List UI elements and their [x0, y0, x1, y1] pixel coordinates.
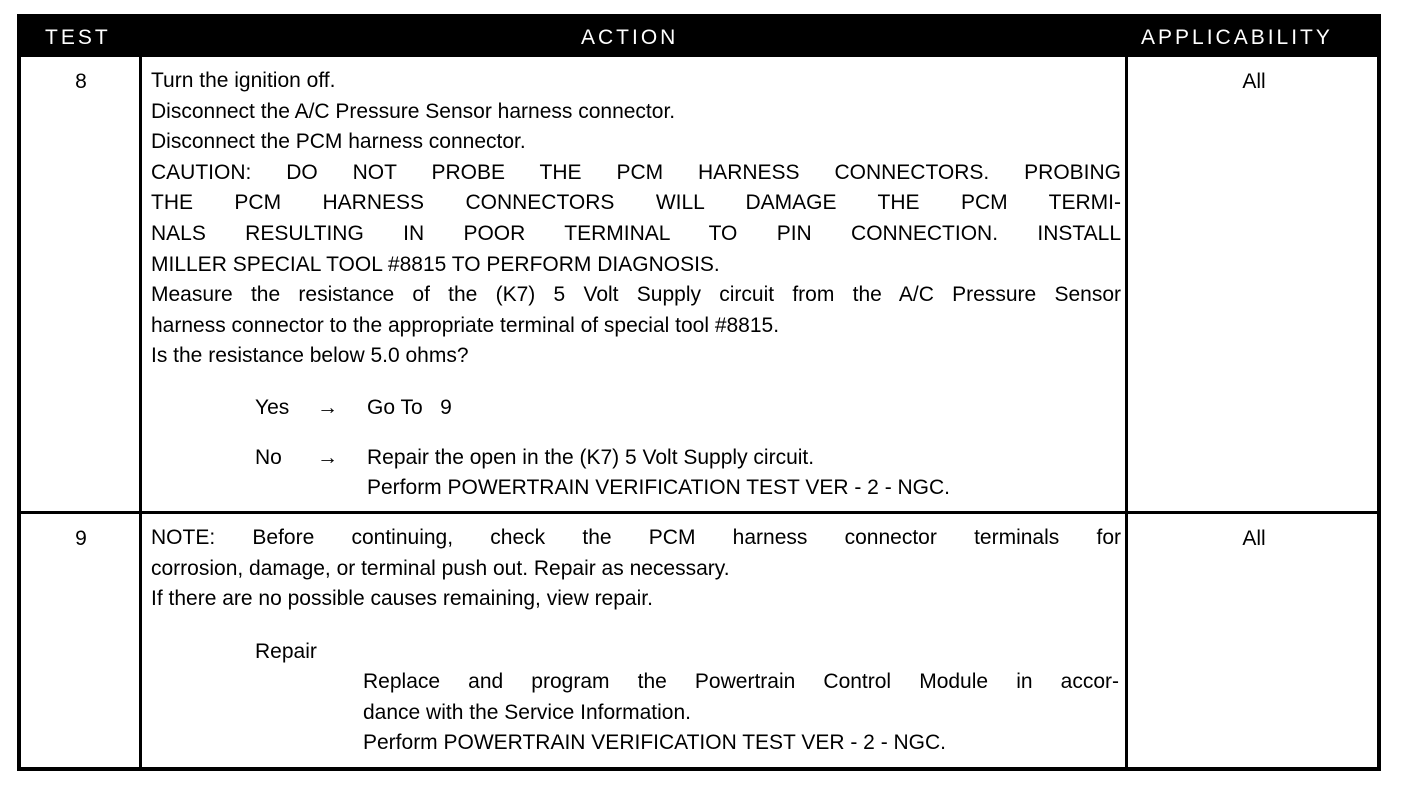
row-9-action-text: [151, 523, 1121, 615]
yes-action: Go To 9: [367, 396, 452, 419]
action-line: Disconnect the PCM harness connector.: [151, 130, 526, 154]
caution-line: CAUTION: DO NOT PROBE THE PCM HARNESS CONNECTORS. PROBING: [151, 160, 1121, 184]
no-action: Repair the open in the (K7) 5 Volt Supply circuit.: [367, 446, 815, 469]
row-divider: [21, 511, 1377, 514]
repair-instructions: [363, 667, 1119, 759]
arrow-icon: →: [317, 446, 338, 469]
header-action: ACTION: [581, 26, 679, 49]
repair-line: dance with the Service Information.: [363, 700, 692, 724]
row-9-test-number: 9: [75, 527, 87, 550]
question-line: Is the resistance below 5.0 ohms?: [151, 344, 469, 368]
row-9-applicability: All: [1242, 527, 1266, 550]
row-8-applicability: All: [1242, 70, 1266, 93]
row-8-test-number: 8: [75, 70, 87, 93]
column-divider-test: [139, 57, 142, 767]
row-8-action-text: [151, 66, 1121, 372]
action-line: If there are no possible causes remaining, view repair.: [151, 587, 653, 611]
repair-label: Repair: [255, 640, 317, 663]
header-test: TEST: [45, 26, 111, 49]
header-applicability: APPLICABILITY: [1141, 26, 1333, 49]
caution-line: THE PCM HARNESS CONNECTORS WILL DAMAGE THE PCM TERMI-: [151, 191, 1121, 215]
no-action-verification: Perform POWERTRAIN VERIFICATION TEST VER - 2 - NGC.: [367, 476, 951, 499]
table-header-row: [21, 18, 1377, 57]
diagnostic-test-table: [17, 14, 1381, 771]
action-line: Measure the resistance of the (K7) 5 Volt Supply circuit from the A/C Pressure Sensor: [151, 283, 1121, 307]
note-line: corrosion, damage, or terminal push out. Repair as necessary.: [151, 556, 730, 580]
column-divider-applicability: [1125, 57, 1128, 767]
yes-label: Yes: [255, 396, 290, 419]
action-line: Disconnect the A/C Pressure Sensor harness connector.: [151, 99, 676, 123]
action-line: harness connector to the appropriate terminal of special tool #8815.: [151, 313, 780, 337]
note-line: NOTE: Before continuing, check the PCM harness connector terminals for: [151, 526, 1121, 549]
arrow-icon: →: [317, 396, 338, 419]
repair-line: Replace and program the Powertrain Control Module in accor-: [363, 670, 1119, 693]
caution-line: MILLER SPECIAL TOOL #8815 TO PERFORM DIAGNOSIS.: [151, 252, 720, 276]
repair-line: Perform POWERTRAIN VERIFICATION TEST VER - 2 - NGC.: [363, 731, 947, 755]
caution-line: NALS RESULTING IN POOR TERMINAL TO PIN CONNECTION. INSTALL: [151, 221, 1121, 245]
action-line: Turn the ignition off.: [151, 69, 336, 92]
no-label: No: [255, 446, 282, 469]
